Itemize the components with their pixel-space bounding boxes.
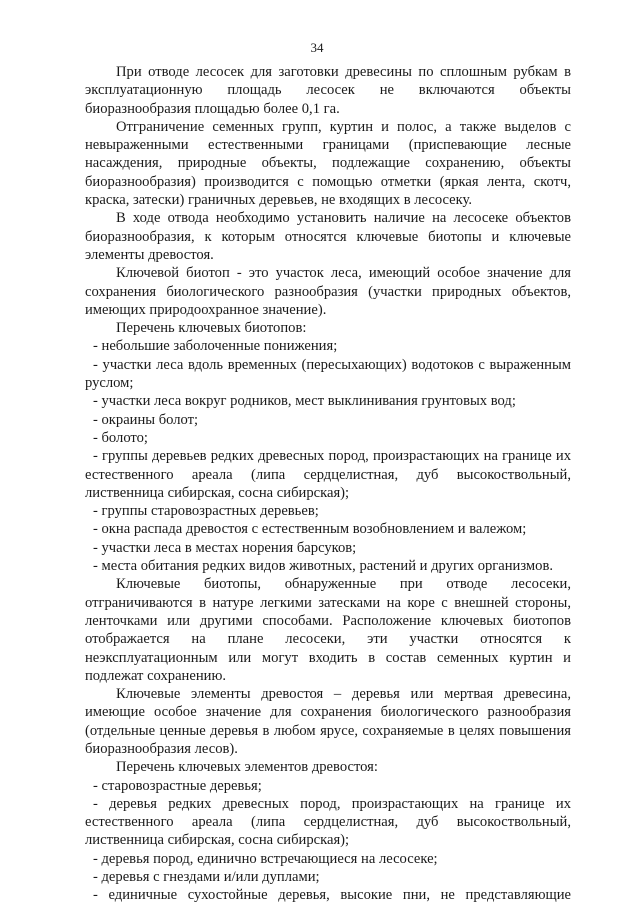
list-item: - деревья пород, единично встречающиеся на лесосеке; [93, 850, 438, 867]
list-item: - группы деревьев редких древесных пород, произрастающих на границе их естественного ареала (липа сердцелистная, дуб высокоствольный, лиственница сибирская, сосна сибирская); [85, 448, 571, 501]
paragraph: В ходе отвода необходимо установить наличие на лесосеке объектов биоразнообразия, к которым относятся ключевые биотопы и ключевые элементы древостоя. [85, 210, 571, 263]
list-item: - окраины болот; [93, 411, 199, 428]
page-number: 34 [310, 40, 324, 55]
list-item: - места обитания редких видов животных, растений и других организмов. [93, 558, 553, 575]
paragraph: Ключевые биотопы, обнаруженные при отводе лесосеки, отграничиваются в натуре легкими затесками на коре с внешней стороны, ленточками или другими способами. Расположение ключевых биотопов отображается на плане лесосеки, эти участки относятся к неэксплуатационным или могут входить в состав семенных куртин и подлежат сохранению. [85, 576, 571, 684]
list-item: - окна распада древостоя с естественным возобновлением и валежом; [93, 521, 527, 538]
paragraph: Перечень ключевых биотопов: [116, 320, 307, 337]
list-item: - участки леса вдоль временных (пересыхающих) водотоков с выраженным руслом; [85, 356, 571, 392]
paragraph: Отграничение семенных групп, куртин и полос, а также выделов с невыраженными естественными границами (приспевающие лесные насаждения, природные объекты, подлежащие сохранению, объекты биоразнообразия) производится с помощью отметки (яркая лента, скотч, краска, затески) граничных деревьев, не входящих в лесосеку. [85, 118, 571, 209]
list-item: - единичные сухостойные деревья, высокие пни, не представляющие [93, 887, 571, 904]
paragraph: Ключевые элементы древостоя – деревья или мертвая древесина, имеющие особое значение для сохранения биологического разнообразия (отдельные ценные деревья в любом ярусе, сохраняемые в целях повышения биоразнообразия лесов). [85, 686, 571, 757]
list-item: - небольшие заболоченные понижения; [93, 338, 338, 355]
list-item: - старовозрастные деревья; [93, 777, 262, 794]
list-item: - деревья с гнездами и/или дуплами; [93, 869, 320, 886]
list-item: - группы старовозрастных деревьев; [93, 503, 319, 520]
document-body [85, 63, 571, 905]
paragraph: Ключевой биотоп - это участок леса, имеющий особое значение для сохранения биологического разнообразия (участки природных объектов, имеющих природоохранное значение). [85, 265, 571, 318]
list-item: - участки леса в местах норения барсуков; [93, 539, 357, 556]
paragraph: При отводе лесосек для заготовки древесины по сплошным рубкам в эксплуатационную площадь лесосек не включаются объекты биоразнообразия площадью более 0,1 га. [85, 64, 571, 117]
list-item: - болото; [93, 429, 148, 446]
paragraph: Перечень ключевых элементов древостоя: [116, 759, 378, 776]
list-item: - деревья редких древесных пород, произрастающих на границе их естественного ареала (липа сердцелистная, дуб высокоствольный, лиственница сибирская, сосна сибирская); [85, 795, 571, 849]
list-item: - участки леса вокруг родников, мест выклинивания грунтовых вод; [93, 393, 516, 410]
